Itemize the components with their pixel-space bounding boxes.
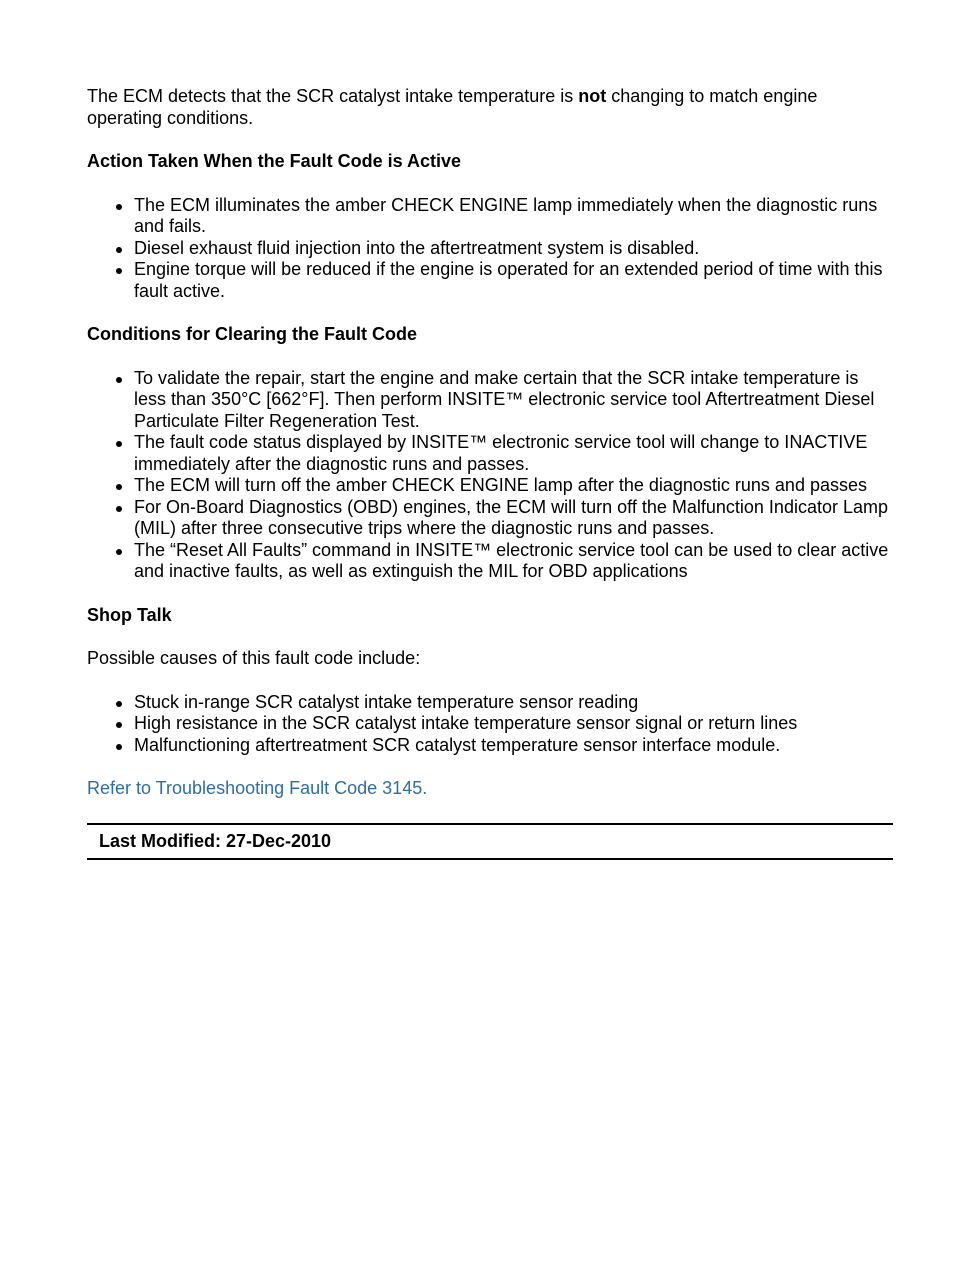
action-list <box>87 195 893 303</box>
list-item: The “Reset All Faults” command in INSITE™ electronic service tool can be used to clear active and inactive faults, as well as extinguish the MIL for OBD applications <box>134 540 893 583</box>
clearing-heading: Conditions for Clearing the Fault Code <box>87 324 417 344</box>
clearing-list <box>87 368 893 583</box>
list-item: Diesel exhaust fluid injection into the aftertreatment system is disabled. <box>134 238 893 260</box>
intro-emphasis: not <box>578 86 607 106</box>
intro-text-before: The ECM detects that the SCR catalyst intake temperature is <box>87 86 579 106</box>
refer-link[interactable]: Refer to Troubleshooting Fault Code 3145. <box>87 778 428 798</box>
last-modified-label: Last Modified: 27-Dec-2010 <box>99 830 332 851</box>
action-heading: Action Taken When the Fault Code is Active <box>87 151 462 171</box>
last-modified-footer <box>87 823 893 861</box>
list-item: To validate the repair, start the engine and make certain that the SCR intake temperature is less than 350°C [662°F]. Then perform INSITE™ electronic service tool Aftertreatment Diesel Particulate Filter Regeneration Test. <box>134 368 893 433</box>
list-item: Malfunctioning aftertreatment SCR catalyst temperature sensor interface module. <box>134 735 893 757</box>
shop-talk-heading: Shop Talk <box>87 604 172 625</box>
list-item: The ECM will turn off the amber CHECK ENGINE lamp after the diagnostic runs and passes <box>134 475 893 497</box>
causes-list <box>87 692 893 757</box>
list-item: The ECM illuminates the amber CHECK ENGINE lamp immediately when the diagnostic runs and fails. <box>134 195 893 238</box>
list-item: Stuck in-range SCR catalyst intake temperature sensor reading <box>134 692 893 714</box>
list-item: For On-Board Diagnostics (OBD) engines, the ECM will turn off the Malfunction Indicator Lamp (MIL) after three consecutive trips where the diagnostic runs and passes. <box>134 497 893 540</box>
document-body <box>87 86 893 860</box>
list-item: Engine torque will be reduced if the engine is operated for an extended period of time with this fault active. <box>134 259 893 302</box>
shop-talk-lead: Possible causes of this fault code include: <box>87 648 421 668</box>
intro-text-after: changing to match engine operating conditions. <box>87 86 818 128</box>
intro-paragraph <box>87 86 893 129</box>
list-item: High resistance in the SCR catalyst intake temperature sensor signal or return lines <box>134 713 893 735</box>
list-item: The fault code status displayed by INSITE™ electronic service tool will change to INACTIVE immediately after the diagnostic runs and passes. <box>134 432 893 475</box>
